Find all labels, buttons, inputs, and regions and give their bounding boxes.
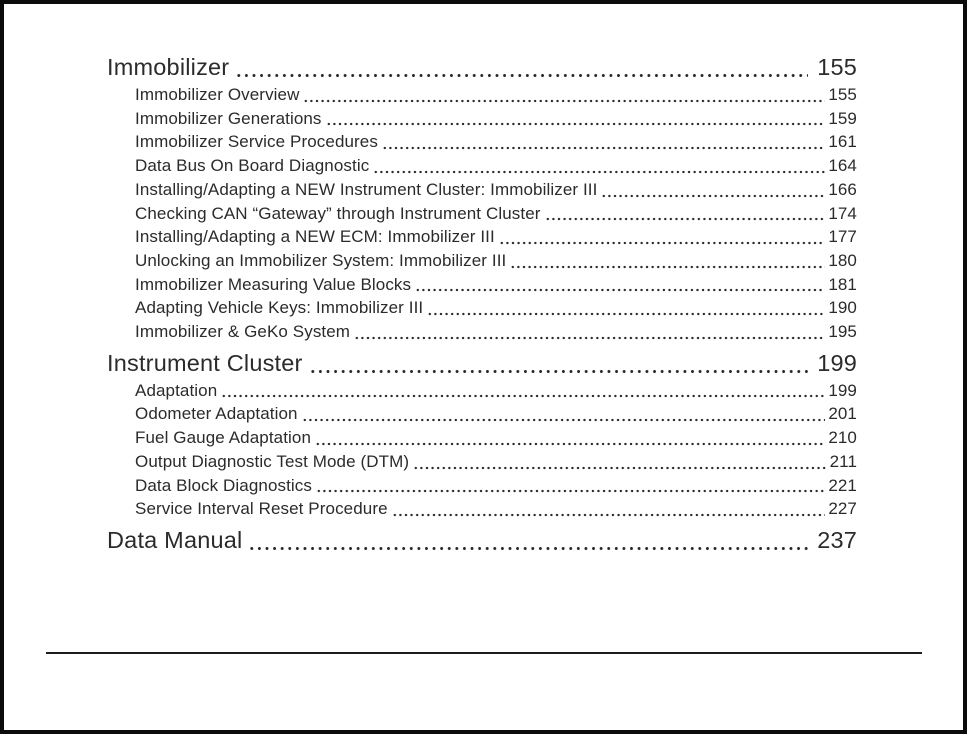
toc-leader-dots <box>326 122 826 126</box>
toc-entry-title: Data Block Diagnostics <box>135 475 312 495</box>
toc-entry-row <box>107 273 857 297</box>
toc-entry-row <box>107 296 857 320</box>
toc-entry-page-number: 159 <box>828 108 857 128</box>
toc-section-page-number: 155 <box>817 54 857 80</box>
toc-entry-title: Adaptation <box>135 380 218 400</box>
toc-entry-page-number: 201 <box>828 404 857 424</box>
toc-entry-title: Checking CAN “Gateway” through Instrument Cluster <box>135 203 541 223</box>
toc-entry-page-number: 190 <box>828 298 857 318</box>
toc-entry-row <box>107 202 857 226</box>
toc-leader-dots <box>302 418 826 422</box>
toc-entry-row <box>107 225 857 249</box>
toc-section-page-number: 199 <box>817 349 857 376</box>
toc-section-row <box>107 524 857 556</box>
toc-entry-row <box>107 178 857 202</box>
toc-entry-row <box>107 107 857 131</box>
toc-entry-row <box>107 474 857 498</box>
toc-entry-row <box>107 320 857 344</box>
toc-leader-dots <box>415 288 825 292</box>
toc-entry-title: Immobilizer Generations <box>135 108 322 128</box>
toc-entry-title: Odometer Adaptation <box>135 404 298 424</box>
toc-leader-dots <box>499 241 825 245</box>
toc-entry-title: Output Diagnostic Test Mode (DTM) <box>135 451 410 471</box>
toc-entry-title: Immobilizer Service Procedures <box>135 132 378 152</box>
toc-leader-dots <box>427 312 825 316</box>
toc-leader-dots <box>303 99 825 103</box>
table-of-contents <box>107 51 857 556</box>
toc-entry-title: Data Bus On Board Diagnostic <box>135 156 370 176</box>
toc-entry-row <box>107 249 857 273</box>
toc-entry-page-number: 164 <box>828 156 857 176</box>
toc-section-title: Instrument Cluster <box>107 349 303 376</box>
toc-leader-dots <box>316 489 825 493</box>
toc-section-title: Data Manual <box>107 526 243 553</box>
toc-entry-page-number: 227 <box>828 499 857 519</box>
toc-entry-row <box>107 154 857 178</box>
toc-entry-title: Fuel Gauge Adaptation <box>135 428 312 448</box>
toc-entry-page-number: 181 <box>828 274 857 294</box>
toc-entry-page-number: 166 <box>828 179 857 199</box>
toc-entry-title: Adapting Vehicle Keys: Immobilizer III <box>135 298 424 318</box>
toc-leader-dots <box>382 146 825 150</box>
toc-entry-page-number: 180 <box>828 250 857 270</box>
toc-leader-dots <box>235 73 808 78</box>
toc-section-title: Immobilizer <box>107 54 230 80</box>
toc-leader-dots <box>248 546 808 551</box>
toc-entry-title: Unlocking an Immobilizer System: Immobilizer III <box>135 250 507 270</box>
toc-section-row <box>107 51 857 83</box>
toc-entry-title: Installing/Adapting a NEW Instrument Cluster: Immobilizer III <box>135 179 598 199</box>
toc-leader-dots <box>413 466 826 470</box>
toc-section-page-number: 237 <box>817 526 857 553</box>
toc-entry-row <box>107 450 857 474</box>
toc-leader-dots <box>373 170 825 174</box>
toc-leader-dots <box>392 513 826 517</box>
toc-entry-row <box>107 130 857 154</box>
toc-entry-title: Service Interval Reset Procedure <box>135 499 388 519</box>
toc-leader-dots <box>510 265 825 269</box>
toc-entry-title: Immobilizer Overview <box>135 85 300 104</box>
toc-entry-page-number: 221 <box>828 475 857 495</box>
toc-entry-page-number: 199 <box>828 380 857 400</box>
toc-entry-row <box>107 402 857 426</box>
footer-divider <box>46 652 922 654</box>
toc-entry-page-number: 177 <box>828 227 857 247</box>
toc-entry-title: Immobilizer Measuring Value Blocks <box>135 274 412 294</box>
toc-entry-title: Installing/Adapting a NEW ECM: Immobilizer III <box>135 227 495 247</box>
toc-entry-page-number: 210 <box>828 428 857 448</box>
toc-entry-page-number: 174 <box>828 203 857 223</box>
toc-leader-dots <box>309 369 809 374</box>
toc-entry-title: Immobilizer & GeKo System <box>135 322 351 342</box>
toc-leader-dots <box>601 194 825 198</box>
toc-entry-row <box>107 379 857 403</box>
toc-leader-dots <box>354 336 825 340</box>
toc-leader-dots <box>545 217 826 221</box>
toc-entry-page-number: 161 <box>828 132 857 152</box>
toc-entry-page-number: 155 <box>828 85 857 104</box>
toc-entry-page-number: 195 <box>828 322 857 342</box>
toc-leader-dots <box>221 394 825 398</box>
toc-leader-dots <box>315 442 825 446</box>
toc-entry-row <box>107 426 857 450</box>
toc-entry-row <box>107 497 857 521</box>
toc-entry-page-number: 211 <box>829 451 857 471</box>
toc-section-row <box>107 347 857 379</box>
toc-entry-row <box>107 83 857 107</box>
